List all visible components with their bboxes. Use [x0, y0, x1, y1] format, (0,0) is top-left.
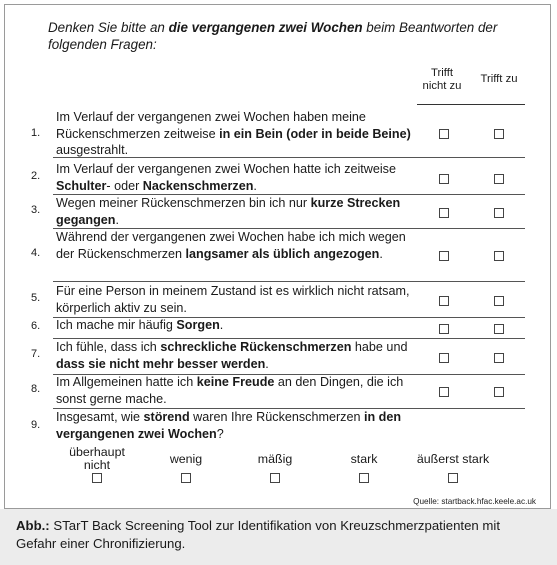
question-emphasis: keine Freude [196, 375, 275, 389]
checkbox-trifft-zu[interactable] [494, 324, 504, 334]
header-col1-line2: nicht zu [422, 80, 462, 92]
question-emphasis: dass sie nicht mehr besser werden [56, 356, 266, 371]
question-text [56, 339, 411, 372]
question-fragment: . [265, 356, 269, 371]
header-trifft-nicht-zu [415, 67, 469, 93]
checkbox-trifft-zu[interactable] [494, 174, 504, 184]
question-emphasis: schreckliche Rückenschmerzen [160, 340, 352, 354]
question-fragment: Wegen meiner Rückenschmerzen bin ich nur [56, 196, 311, 210]
question-emphasis: störend [143, 410, 190, 424]
question-row [5, 283, 552, 317]
checkbox-trifft-nicht-zu[interactable] [439, 324, 449, 334]
question-fragment: Während der vergangenen zwei Wochen habe ich mich wegen der Rückenschmerzen [56, 230, 406, 261]
caption-text: STarT Back Screening Tool zur Identifikation von Kreuzschmerzpatienten mit Gefahr einer Chronifizierung. [16, 518, 501, 551]
checkbox-scale-option[interactable] [92, 473, 102, 483]
question-emphasis: Sorgen [176, 318, 220, 332]
intro-pre: Denken Sie bitte an [48, 20, 169, 35]
question-text [56, 109, 411, 159]
checkbox-trifft-zu[interactable] [494, 251, 504, 261]
checkbox-trifft-zu[interactable] [494, 129, 504, 139]
question-fragment: Ich fühle, dass ich [56, 340, 161, 354]
header-trifft-zu: Trifft zu [480, 73, 518, 85]
question-row [5, 229, 552, 281]
question-row [5, 195, 552, 229]
question-text [56, 195, 411, 228]
checkbox-scale-option[interactable] [270, 473, 280, 483]
question-emphasis: in ein Bein (oder in beide Beine) [219, 126, 411, 141]
question-number: 9. [31, 419, 41, 431]
row-separator [53, 374, 525, 375]
caption-label: Abb.: [16, 518, 50, 533]
scale-label: wenig [169, 452, 203, 466]
scale-label: äußerst stark [416, 452, 490, 466]
question-text [56, 229, 411, 262]
question-number: 6. [31, 320, 41, 332]
question-text [56, 317, 411, 334]
row-separator [53, 194, 525, 195]
question-fragment: ausgestrahlt. [56, 143, 129, 157]
question-fragment: . [219, 318, 224, 332]
question-number: 1. [31, 127, 41, 139]
checkbox-trifft-zu[interactable] [494, 387, 504, 397]
question-text [56, 283, 411, 316]
question-row [5, 374, 552, 408]
checkbox-trifft-zu[interactable] [494, 208, 504, 218]
question-row [5, 409, 552, 445]
scale-label: überhaupt nicht [69, 445, 125, 472]
question-row [5, 161, 552, 195]
question-fragment: Ich mache mir häufig [56, 318, 177, 332]
question-number: 4. [31, 247, 41, 259]
checkbox-trifft-nicht-zu[interactable] [439, 387, 449, 397]
question-fragment: Im Verlauf der vergangenen zwei Wochen hatte ich zeitweise [56, 162, 396, 176]
question-text [56, 409, 411, 442]
row-separator [53, 408, 525, 409]
row-separator [53, 157, 525, 158]
source-note: Quelle: startback.hfac.keele.ac.uk [413, 497, 536, 506]
intro-bold: die vergangenen zwei Wochen [168, 20, 363, 35]
question-row [5, 317, 552, 338]
question-emphasis: in den vergangenen zwei Wochen [56, 410, 402, 441]
checkbox-scale-option[interactable] [448, 473, 458, 483]
question-number: 5. [31, 292, 41, 304]
question-emphasis: langsamer als üblich angezogen [185, 246, 380, 261]
question-number: 7. [31, 348, 41, 360]
question-text [56, 161, 411, 194]
scale-label: mäßig [257, 452, 293, 466]
intro-text [48, 19, 518, 53]
question-fragment: . [115, 212, 119, 227]
question-fragment: an den Dingen, die ich sonst gerne mache. [56, 375, 404, 406]
question-number: 3. [31, 204, 41, 216]
checkbox-scale-option[interactable] [359, 473, 369, 483]
checkbox-trifft-nicht-zu[interactable] [439, 208, 449, 218]
questionnaire-frame [4, 4, 551, 509]
question-fragment: habe und [351, 340, 408, 354]
question-text [56, 374, 411, 407]
intro-post: beim Beantworten der folgenden Fragen: [48, 20, 498, 52]
checkbox-trifft-nicht-zu[interactable] [439, 296, 449, 306]
question-fragment: waren Ihre Rückenschmerzen [189, 410, 364, 424]
question-fragment: - oder [106, 178, 143, 193]
checkbox-trifft-zu[interactable] [494, 296, 504, 306]
figure-caption [0, 509, 557, 565]
checkbox-trifft-zu[interactable] [494, 353, 504, 363]
header-col1-line1: Trifft [431, 67, 453, 79]
checkbox-trifft-nicht-zu[interactable] [439, 174, 449, 184]
checkbox-trifft-nicht-zu[interactable] [439, 129, 449, 139]
checkbox-trifft-nicht-zu[interactable] [439, 353, 449, 363]
question-row [5, 339, 552, 374]
checkbox-scale-option[interactable] [181, 473, 191, 483]
question-fragment: . [253, 178, 257, 193]
question-fragment: Im Verlauf der vergangenen zwei Wochen haben meine Rückenschmerzen zeitweise [56, 110, 366, 141]
row-separator [53, 338, 525, 339]
question-emphasis: kurze Strecken gegangen [56, 196, 401, 227]
question-emphasis: Schulter [56, 178, 107, 193]
row-separator [53, 281, 525, 282]
header-underline [417, 104, 525, 105]
scale-label: stark [350, 452, 378, 466]
question-number: 8. [31, 383, 41, 395]
question-fragment: . [379, 246, 383, 261]
row-separator [53, 317, 525, 318]
question-fragment: Für eine Person in meinem Zustand ist es wirklich nicht ratsam, körperlich aktiv zu sein. [56, 284, 410, 315]
question-fragment: ? [216, 426, 224, 441]
question-row [5, 109, 552, 157]
question-fragment: Insgesamt, wie [56, 410, 144, 424]
question-fragment: Im Allgemeinen hatte ich [56, 375, 197, 389]
question-number: 2. [31, 170, 41, 182]
checkbox-trifft-nicht-zu[interactable] [439, 251, 449, 261]
row-separator [53, 228, 525, 229]
question-emphasis: Nackenschmerzen [142, 178, 254, 193]
